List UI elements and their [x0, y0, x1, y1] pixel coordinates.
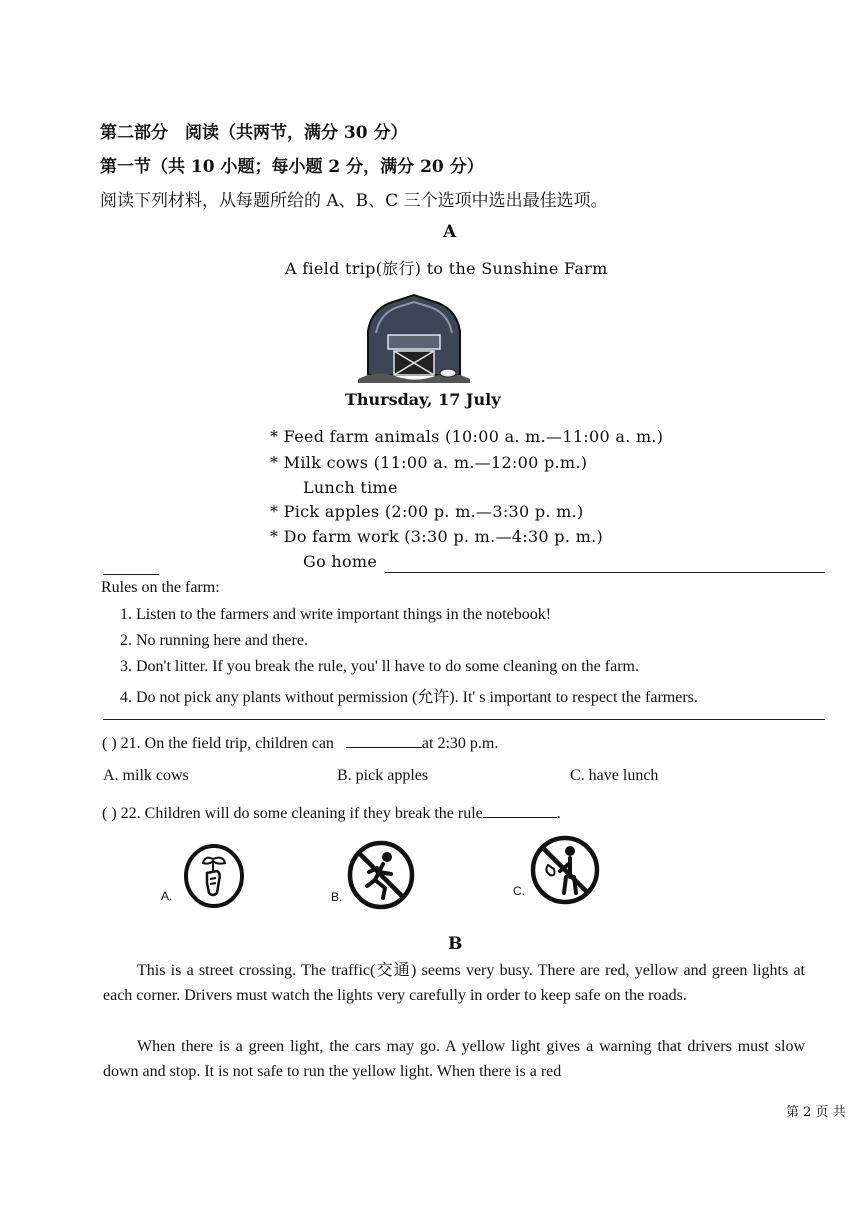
question-21 [102, 733, 498, 753]
option-a[interactable]: A. milk cows [103, 767, 189, 784]
rule-item: 2. No running here and there. [120, 632, 308, 649]
trip-date: Thursday, 17 July [345, 390, 501, 409]
passage-a-label: A [443, 222, 457, 242]
rules-title: Rules on the farm: [101, 579, 220, 596]
barn-illustration [358, 293, 470, 383]
no-littering-sign-icon[interactable] [530, 835, 600, 905]
question-stem: 22. Children will do some cleaning if they break the rule [120, 805, 483, 822]
answer-blank[interactable] [346, 733, 422, 748]
answer-bracket[interactable]: ( ) [102, 735, 117, 752]
schedule-item: Lunch time [303, 478, 398, 497]
sign-label-b: B. [331, 890, 343, 904]
divider [385, 572, 825, 573]
schedule-item: Go home [303, 552, 378, 571]
answer-blank[interactable] [483, 803, 557, 818]
sign-label-c: C. [513, 884, 525, 898]
schedule-item: * Do farm work (3:30 p. m.—4:30 p. m.) [270, 527, 604, 546]
section-title: 第一节（共 10 小题；每小题 2 分，满分 20 分） [100, 157, 484, 177]
passage-b-paragraph: When there is a green light, the cars may go. A yellow light gives a warning that drivers must slow down and stop. It is not safe to run the yellow light. When there is a red [103, 1038, 805, 1080]
passage-b-paragraph: This is a street crossing. The traffic(交通) seems very busy. There are red, yellow and green lights at each corner. Drivers must watch the lights very carefully in order to keep safe on the roads. [103, 962, 805, 1004]
part-title: 第二部分 阅读（共两节，满分 30 分） [100, 123, 408, 143]
passage-a-title: A field trip(旅行) to the Sunshine Farm [285, 259, 608, 278]
option-b[interactable]: B. pick apples [337, 767, 429, 784]
no-running-sign-icon[interactable] [347, 840, 415, 910]
passage-b-label: B [448, 934, 463, 954]
answer-bracket[interactable]: ( ) [102, 805, 117, 822]
no-picking-plants-sign-icon[interactable] [183, 843, 245, 909]
divider [103, 719, 825, 720]
rule-item: 4. Do not pick any plants without permission (允许). It' s important to respect the farmers. [120, 689, 698, 706]
question-tail: . [556, 805, 561, 822]
question-stem: 21. On the field trip, children can [120, 735, 334, 752]
schedule-item: * Pick apples (2:00 p. m.—3:30 p. m.) [270, 502, 584, 521]
schedule-item: * Feed farm animals (10:00 a. m.—11:00 a. m.) [270, 427, 664, 446]
divider [103, 574, 159, 575]
instructions: 阅读下列材料，从每题所给的 A、B、C 三个选项中选出最佳选项。 [100, 191, 608, 211]
question-22 [102, 803, 561, 823]
option-c[interactable]: C. have lunch [570, 767, 659, 784]
rule-item: 3. Don't litter. If you break the rule, you' ll have to do some cleaning on the farm. [120, 658, 639, 675]
page-number: 第 2 页 共 [786, 1105, 846, 1120]
schedule-item: * Milk cows (11:00 a. m.—12:00 p.m.) [270, 453, 588, 472]
question-tail: at 2:30 p.m. [421, 735, 499, 752]
rule-item: 1. Listen to the farmers and write important things in the notebook! [120, 606, 552, 623]
sign-label-a: A. [161, 889, 173, 903]
